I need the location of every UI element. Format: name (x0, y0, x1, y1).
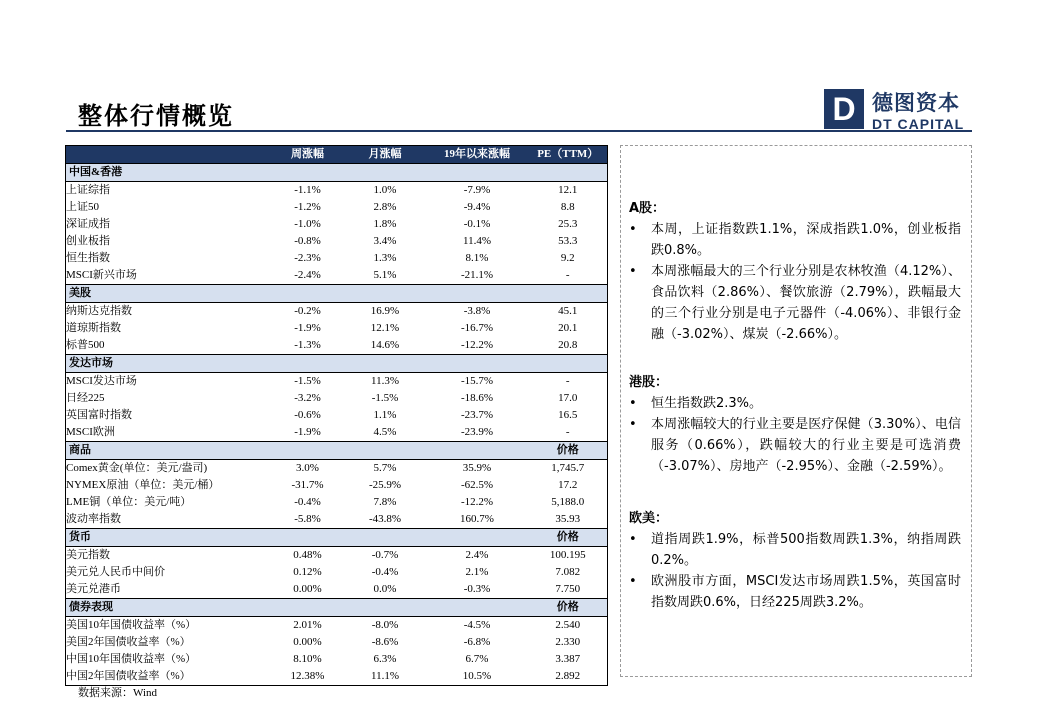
section-header-row (66, 285, 608, 303)
section-column-label (529, 164, 608, 182)
row-value-cell: 2.540 (555, 619, 581, 631)
table-header-row (66, 146, 608, 164)
bullet-text: 本周涨幅最大的三个行业分别是农林牧渔（4.12%）、食品饮料（2.86%）、餐饮旅游（2.79%），跌幅最大的三个行业分别是电子元器件（-4.06%）、非银行金融（-3.02%）、煤炭（-2.66%）。 (651, 264, 961, 342)
row-value-cell: 2.8% (373, 201, 397, 213)
row-value-cell: -6.8% (463, 636, 491, 648)
row-value-cell: 12.38% (290, 670, 325, 682)
table-row (66, 494, 608, 511)
row-name-cell: 上证50 (66, 201, 99, 213)
row-value-cell: -31.7% (291, 479, 324, 491)
row-name-cell: 纳斯达克指数 (66, 305, 132, 317)
bullet-dot: • (629, 396, 637, 411)
bullet-text: 道指周跌1.9%，标普500指数周跌1.3%，纳指周跌0.2%。 (651, 532, 961, 568)
row-value-cell: 45.1 (558, 305, 578, 317)
bullet-text: 恒生指数跌2.3%。 (651, 396, 763, 411)
commentary-panel (620, 145, 972, 677)
table-row (66, 182, 608, 200)
row-name-cell: 中国2年国债收益率（%） (66, 670, 191, 682)
header-pe: PE（TTM） (529, 146, 608, 164)
row-value-cell: 7.8% (373, 496, 397, 508)
row-value-cell: 8.10% (293, 653, 322, 665)
bullet-dot: • (629, 222, 637, 237)
row-value-cell: 2.01% (293, 619, 322, 631)
row-value-cell: - (565, 375, 570, 387)
row-name-cell: 恒生指数 (66, 252, 110, 264)
table-row (66, 267, 608, 285)
bullet-dot: • (629, 532, 637, 547)
row-value-cell: 20.1 (558, 322, 578, 334)
row-value-cell: -8.0% (371, 619, 399, 631)
section-column-label (529, 355, 608, 373)
row-value-cell: 16.9% (370, 305, 400, 317)
header-week: 周涨幅 (271, 146, 345, 164)
row-value-cell: 20.8 (558, 339, 578, 351)
section-label: 货币 (66, 529, 529, 547)
table-row (66, 581, 608, 599)
company-logo (824, 89, 974, 133)
row-value-cell: 25.3 (558, 218, 578, 230)
row-value-cell: 2.4% (465, 549, 489, 561)
row-name-cell: 美国2年国债收益率（%） (66, 636, 191, 648)
bullet-dot: • (629, 574, 637, 589)
hk-block (629, 372, 961, 477)
row-value-cell: 5.7% (373, 462, 397, 474)
row-value-cell: 8.8 (560, 201, 575, 213)
row-name-cell: 美元兑港币 (66, 583, 121, 595)
bullet-dot: • (629, 417, 637, 432)
table-row (66, 424, 608, 442)
row-value-cell: - (565, 269, 570, 281)
bullet-item (629, 219, 961, 261)
bullet-item (629, 529, 961, 571)
bullet-text: 本周，上证指数跌1.1%，深成指跌1.0%，创业板指跌0.8%。 (651, 222, 961, 258)
section-column-label: 价格 (529, 529, 608, 547)
table-row (66, 233, 608, 250)
row-value-cell: 53.3 (558, 235, 578, 247)
table-row (66, 337, 608, 355)
row-value-cell: -1.9% (294, 322, 321, 334)
section-header-row (66, 355, 608, 373)
table-row (66, 390, 608, 407)
row-value-cell: 14.6% (370, 339, 400, 351)
market-overview-table (65, 145, 608, 686)
bullet-text: 欧洲股市方面，MSCI发达市场周跌1.5%，英国富时指数周跌0.6%，日经225周跌3.2%。 (651, 574, 961, 610)
row-value-cell: 4.5% (373, 426, 397, 438)
table-row (66, 373, 608, 391)
logo-en-text: DT CAPITAL (872, 116, 965, 132)
us-eu-block (629, 508, 961, 613)
table-row (66, 651, 608, 668)
row-name-cell: 美元指数 (66, 549, 110, 561)
row-value-cell: 3.387 (555, 653, 581, 665)
row-value-cell: -43.8% (368, 513, 402, 525)
row-value-cell: -3.8% (463, 305, 491, 317)
row-value-cell: 10.5% (462, 670, 492, 682)
row-value-cell: 1.3% (373, 252, 397, 264)
row-value-cell: -12.2% (460, 339, 494, 351)
row-value-cell: 0.00% (293, 583, 322, 595)
section-label: 中国&香港 (66, 164, 529, 182)
table-row (66, 511, 608, 529)
row-value-cell: -12.2% (460, 496, 494, 508)
row-value-cell: 0.48% (293, 549, 322, 561)
section-column-label: 价格 (529, 442, 608, 460)
row-value-cell: 11.3% (370, 375, 399, 387)
row-value-cell: -0.2% (294, 305, 321, 317)
row-value-cell: 160.7% (460, 513, 494, 525)
row-value-cell: 1,745.7 (551, 462, 585, 474)
row-value-cell: 100.195 (549, 549, 586, 561)
section-column-label: 价格 (529, 599, 608, 617)
block-title: 港股： (629, 375, 669, 390)
bullet-item (629, 393, 961, 414)
row-name-cell: 美国10年国债收益率（%） (66, 619, 197, 631)
bullet-item (629, 414, 961, 477)
row-value-cell: 2.330 (555, 636, 581, 648)
row-value-cell: -0.3% (463, 583, 491, 595)
a-share-block (629, 198, 961, 345)
row-name-cell: Comex黄金(单位：美元/盎司) (66, 462, 208, 474)
row-name-cell: 美元兑人民币中间价 (66, 566, 165, 578)
row-value-cell: 35.93 (555, 513, 581, 525)
row-value-cell: -0.1% (463, 218, 491, 230)
table-row (66, 199, 608, 216)
row-value-cell: 6.7% (465, 653, 489, 665)
row-value-cell: - (565, 426, 570, 438)
section-column-label (529, 285, 608, 303)
row-value-cell: 3.0% (296, 462, 319, 474)
section-header-row (66, 442, 608, 460)
table-row (66, 668, 608, 686)
row-value-cell: -5.8% (294, 513, 321, 525)
row-value-cell: -1.1% (294, 184, 321, 196)
table-row (66, 460, 608, 478)
row-value-cell: 16.5 (558, 409, 578, 421)
data-source-note: 数据来源：Wind (78, 687, 157, 699)
row-value-cell: -2.4% (294, 269, 321, 281)
row-value-cell: -9.4% (463, 201, 491, 213)
row-value-cell: -3.2% (294, 392, 321, 404)
logo-mark: D (824, 89, 864, 129)
block-title: 欧美： (629, 511, 669, 526)
row-name-cell: 波动率指数 (66, 513, 121, 525)
logo-cn-text: 德图资本 (872, 91, 960, 115)
table-row (66, 320, 608, 337)
table-row (66, 634, 608, 651)
row-value-cell: -1.3% (294, 339, 321, 351)
row-value-cell: 8.1% (465, 252, 489, 264)
table-row (66, 303, 608, 321)
row-value-cell: 0.12% (293, 566, 322, 578)
row-value-cell: 5,188.0 (551, 496, 585, 508)
row-value-cell: -16.7% (460, 322, 494, 334)
row-value-cell: 1.1% (373, 409, 397, 421)
row-value-cell: 6.3% (373, 653, 397, 665)
row-value-cell: -21.1% (460, 269, 494, 281)
row-value-cell: -62.5% (460, 479, 494, 491)
section-label: 商品 (66, 442, 529, 460)
row-value-cell: -25.9% (368, 479, 402, 491)
row-value-cell: -23.7% (460, 409, 494, 421)
row-value-cell: 35.9% (462, 462, 492, 474)
bullet-text: 本周涨幅较大的行业主要是医疗保健（3.30%）、电信服务（0.66%），跌幅较大的行业主要是可选消费（-3.07%）、房地产（-2.95%）、金融（-2.59%）。 (651, 417, 961, 474)
section-label: 美股 (66, 285, 529, 303)
row-name-cell: 道琼斯指数 (66, 322, 121, 334)
row-value-cell: 0.0% (373, 583, 397, 595)
table-row (66, 250, 608, 267)
row-value-cell: -7.9% (463, 184, 491, 196)
section-header-row (66, 164, 608, 182)
row-name-cell: MSCI新兴市场 (66, 269, 137, 281)
table-row (66, 617, 608, 635)
bullet-item (629, 261, 961, 345)
row-value-cell: -2.3% (294, 252, 321, 264)
row-name-cell: NYMEX原油（单位：美元/桶） (66, 479, 220, 491)
row-value-cell: -1.0% (294, 218, 321, 230)
row-value-cell: -1.5% (371, 392, 399, 404)
section-label: 发达市场 (66, 355, 529, 373)
row-name-cell: MSCI发达市场 (66, 375, 137, 387)
row-value-cell: 7.750 (555, 583, 581, 595)
bullet-item (629, 571, 961, 613)
table-row (66, 216, 608, 233)
section-header-row (66, 599, 608, 617)
row-value-cell: -18.6% (460, 392, 494, 404)
row-name-cell: 标普500 (66, 339, 105, 351)
row-value-cell: -8.6% (371, 636, 399, 648)
row-value-cell: -1.9% (294, 426, 321, 438)
row-name-cell: LME铜（单位：美元/吨） (66, 496, 192, 508)
row-value-cell: -15.7% (460, 375, 494, 387)
row-value-cell: 11.4% (462, 235, 491, 247)
row-value-cell: -4.5% (463, 619, 491, 631)
row-name-cell: 深证成指 (66, 218, 110, 230)
row-value-cell: 9.2 (560, 252, 575, 264)
row-value-cell: -0.6% (294, 409, 321, 421)
row-name-cell: 上证综指 (66, 184, 110, 196)
row-value-cell: 2.1% (465, 566, 489, 578)
table-row (66, 407, 608, 424)
row-value-cell: 17.0 (558, 392, 578, 404)
row-value-cell: 7.082 (555, 566, 581, 578)
row-value-cell: 12.1% (370, 322, 400, 334)
header-name (66, 146, 271, 164)
row-name-cell: MSCI欧洲 (66, 426, 115, 438)
row-value-cell: -0.4% (294, 496, 321, 508)
section-label: 债券表现 (66, 599, 529, 617)
row-name-cell: 中国10年国债收益率（%） (66, 653, 197, 665)
table-row (66, 547, 608, 565)
header-ytd: 19年以来涨幅 (426, 146, 529, 164)
row-value-cell: -0.4% (371, 566, 399, 578)
row-value-cell: 0.00% (293, 636, 322, 648)
row-value-cell: -0.8% (294, 235, 321, 247)
row-value-cell: -23.9% (460, 426, 494, 438)
row-value-cell: 17.2 (558, 479, 578, 491)
header-month: 月涨幅 (345, 146, 426, 164)
row-value-cell: 1.8% (373, 218, 397, 230)
row-value-cell: 3.4% (373, 235, 397, 247)
row-value-cell: -1.2% (294, 201, 321, 213)
row-value-cell: 11.1% (370, 670, 399, 682)
row-name-cell: 创业板指 (66, 235, 110, 247)
row-name-cell: 英国富时指数 (66, 409, 132, 421)
row-value-cell: 12.1 (558, 184, 578, 196)
page-title: 整体行情概览 (78, 102, 234, 130)
row-value-cell: 5.1% (373, 269, 397, 281)
row-value-cell: 2.892 (555, 670, 581, 682)
section-header-row (66, 529, 608, 547)
bullet-dot: • (629, 264, 637, 279)
row-value-cell: -1.5% (294, 375, 321, 387)
table-row (66, 564, 608, 581)
row-value-cell: -0.7% (371, 549, 399, 561)
block-title: A股： (629, 201, 666, 216)
row-value-cell: 1.0% (373, 184, 397, 196)
table-row (66, 477, 608, 494)
row-name-cell: 日经225 (66, 392, 105, 404)
